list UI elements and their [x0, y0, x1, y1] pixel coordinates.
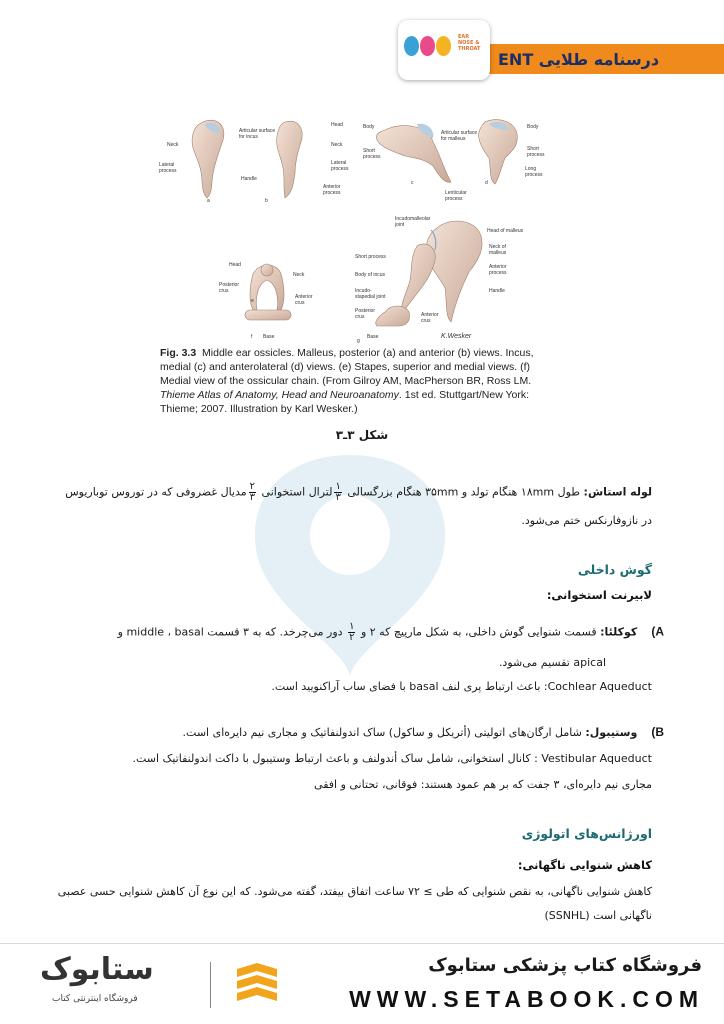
setabook-logo-word: ستابوک — [40, 952, 154, 987]
item-a-letter: A) — [651, 624, 664, 639]
footer-url[interactable]: WWW.SETABOOK.COM — [349, 986, 704, 1012]
eustachian-paragraph: لوله استاش: طول ۱۸mm هنگام تولد و ۳۵mm هنگام بزرگسالی $\frac{۱}{۳}$ لترال استخوانی $\frac{۲}{۳}$ مدیال غضروفی که در توروس توباریوس — [65, 481, 652, 503]
figure-number: Fig. 3.3 — [160, 347, 197, 359]
logo-text: EAR NOSE & THROAT — [458, 34, 481, 52]
label-posterior-crus-g: Posterior crus — [355, 308, 376, 320]
label-anterior-process-g: Anterior process — [489, 264, 507, 276]
label-lateral-process-a: Lateral process — [159, 162, 177, 174]
cochlea-paragraph: A) کوکلئا: قسمت شنوایی گوش داخلی، به شکل مارپیچ که ۲ و $\frac{۱}{۲}$ دور می‌چرخد. که به ۳ قسمت middle ، basal و — [117, 621, 664, 643]
nose-icon — [420, 36, 435, 56]
label-c: c — [411, 180, 414, 186]
inner-ear-heading: گوش داخلی — [577, 562, 652, 577]
header-bar — [0, 28, 724, 74]
label-b: b — [265, 198, 268, 204]
label-handle-g: Handle — [489, 288, 505, 294]
label-handle-a: Handle — [241, 176, 257, 182]
throat-icon — [436, 36, 451, 56]
label-g: g — [357, 338, 360, 344]
vestibular-aqueduct: Vestibular Aqueduct : کانال استخوانی، شامل ساک أندولنف و باعث ارتباط وستیبول با داکت اندولنفاتیک است. — [132, 752, 652, 765]
ear-icon — [404, 36, 419, 56]
bony-labyrinth-heading: لابیرنت استخوانی: — [546, 588, 652, 602]
illustrator-signature: K.Wesker — [441, 333, 472, 340]
label-neck-a: Neck — [167, 142, 179, 148]
footer-separator — [0, 943, 724, 944]
cochlea-line-2: apical تقسیم می‌شود. — [498, 656, 606, 669]
header-title: درسنامه طلایی ENT — [498, 50, 660, 69]
label-anterior-crus-g: Anterior crus — [421, 312, 439, 324]
label-long-process: Long process — [525, 166, 543, 178]
watermark-logo — [200, 415, 500, 715]
label-lenticular-process: Lenticular process — [445, 190, 467, 202]
label-head-b: Head — [331, 122, 343, 128]
ent-logo — [398, 20, 490, 80]
label-incudostapedial-joint: Incudo-stapedial joint — [355, 288, 386, 300]
figure-caption: Fig. 3.3 Middle ear ossicles. Malleus, posterior (a) and anterior (b) views. Incus, medial (c) and anterolateral (d) views. (e) Stapes, superior and medial views. (f) Medial view of the ossicular chain. (From Gilroy AM, MacPherson BR, Ross LM. Thieme Atlas of Anatomy, Head and Neuroanatomy. 1st ed. Stuttgart/New York: Thieme; 2007. Illustration by Karl Wesker.) — [160, 347, 534, 415]
vestibule-paragraph: B) وستیبول: شامل ارگان‌های اتولیتی (أتریکل و ساکول) ساک اندولنفاتیک و مجاری نیم دایره‌ای است. — [182, 725, 664, 739]
label-a: a — [207, 198, 210, 204]
label-anterior-crus-e: Anterior crus — [295, 294, 313, 306]
label-neck-e: Neck — [293, 272, 305, 278]
label-neck-b: Neck — [331, 142, 343, 148]
label-body-c: Body — [363, 124, 375, 130]
eustachian-label: لوله استاش: — [583, 485, 652, 499]
label-anterior-process-b: Anterior process — [323, 184, 341, 196]
label-head-e: Head — [229, 262, 241, 268]
eustachian-line-2: در نازوفارنکس ختم می‌شود. — [521, 514, 652, 527]
persian-figure-caption: شکل ۳ـ۳ — [335, 428, 389, 442]
label-posterior-crus-e: Posterior crus — [219, 282, 240, 294]
fraction-two-thirds: $\frac{۲}{۳}$ — [249, 481, 256, 503]
label-neck-of-malleus: Neck of malleus — [489, 244, 507, 256]
footer-store-name: فروشگاه کتاب پزشکی ستابوک — [428, 955, 702, 976]
footer-divider — [210, 962, 211, 1008]
sudden-hearing-loss-heading: کاهش شنوایی ناگهانی: — [517, 858, 652, 872]
label-articular-surface-malleus: Articular surface for malleus — [441, 130, 478, 142]
label-short-process-c: Short process — [363, 148, 381, 160]
setabook-logo-subtitle: فروشگاه اینترنتی کتاب — [52, 994, 138, 1004]
label-short-process-g: Short process — [355, 254, 386, 260]
fraction-one-half: $\frac{۱}{۲}$ — [349, 621, 355, 643]
label-body-d: Body — [527, 124, 539, 130]
fraction-one-third: $\frac{۱}{۳}$ — [335, 481, 341, 503]
otology-emergencies-heading: اورژانس‌های اتولوژی — [521, 826, 652, 841]
setabook-chevron-icon — [235, 963, 279, 1009]
label-head-of-malleus: Head of malleus — [487, 228, 524, 234]
ossicles-figure — [155, 112, 575, 350]
label-short-process-d: Short process — [527, 146, 545, 158]
label-e: e — [251, 298, 254, 304]
label-body-of-incus: Body of incus — [355, 272, 386, 278]
shl-line-1: کاهش شنوایی ناگهانی، به نقص شنوایی که طی ≥ ۷۲ ساعت اتفاق بیفتد، گفته می‌شود. که این نوع آن کاهش شنوایی حسی عصبی — [57, 885, 652, 898]
shl-line-2: ناگهانی است (SSNHL) — [544, 909, 652, 922]
label-d: d — [485, 180, 488, 186]
label-base-g: Base — [367, 334, 379, 340]
semicircular-canals: مجاری نیم دایره‌ای، ۳ جفت که بر هم عمود هستند: فوقانی، تحتانی و افقی — [314, 778, 652, 791]
cochlear-aqueduct: Cochlear Aqueduct: باعث ارتباط پری لنف basal با فضای ساب آراکنویید است. — [271, 680, 652, 693]
label-base-f: Base — [263, 334, 275, 340]
item-b-letter: B) — [651, 725, 664, 739]
label-incudomalleolar-joint: Incudomalleolar joint — [395, 216, 431, 228]
label-f: f — [251, 334, 253, 340]
label-articular-surface-incus: Articular surface for incus — [239, 128, 276, 140]
label-lateral-process-b: Lateral process — [331, 160, 349, 172]
